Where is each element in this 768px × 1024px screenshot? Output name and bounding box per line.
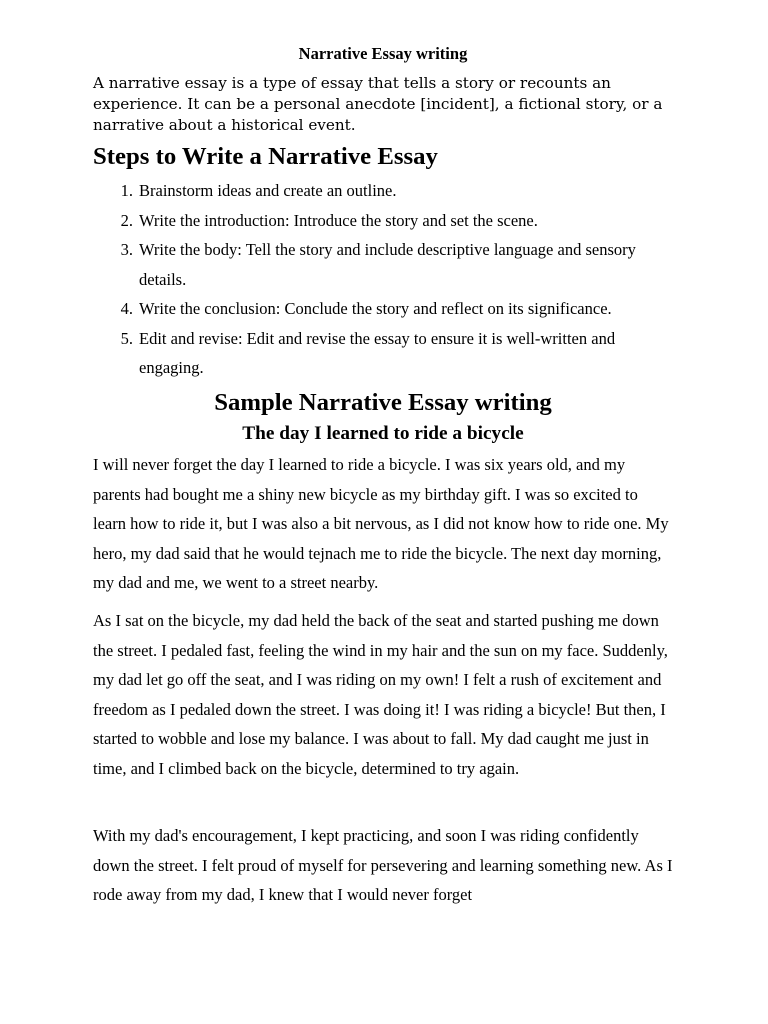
step-item: [93, 324, 673, 383]
essay-title: The day I learned to ride a bicycle: [242, 423, 524, 444]
step-item: [93, 235, 673, 294]
intro-paragraph: A narrative essay is a type of essay that tells a story or recounts an experience. It can be a personal anecdote [incident], a fictional story, or a narrative about a historical event.: [93, 74, 663, 134]
step-item: [93, 206, 673, 236]
step-number: 5.: [120, 328, 133, 348]
step-number: 4.: [120, 299, 133, 318]
document-title: Narrative Essay writing: [298, 44, 468, 63]
essay-paragraph: With my dad's encouragement, I kept practicing, and soon I was riding confidently down the street. I felt proud of myself for persevering and learning something new. As I rode away from my dad, I knew that I would never forget: [93, 826, 673, 904]
step-text: Write the body: Tell the story and include descriptive language and sensory details.: [139, 240, 636, 289]
essay-paragraph: I will never forget the day I learned to ride a bicycle. I was six years old, and my parents had bought me a shiny new bicycle as my birthday gift. I was so excited to learn how to ride it, but I was also a bit nervous, as I did not know how to ride one. My hero, my dad said that he would tejnach me to ride the bicycle. The next day morning, my dad and me, we went to a street nearby.: [93, 455, 669, 592]
steps-heading: Steps to Write a Narrative Essay: [93, 143, 438, 170]
step-text: Write the introduction: Introduce the story and set the scene.: [139, 210, 538, 230]
step-text: Edit and revise: Edit and revise the essay to ensure it is well-written and engaging.: [139, 328, 616, 377]
essay-paragraph: As I sat on the bicycle, my dad held the back of the seat and started pushing me down the street. I pedaled fast, feeling the wind in my hair and the sun on my face. Suddenly, my dad let go off the seat, and I was riding on my own! I felt a rush of excitement and freedom as I pedaled down the street. I was doing it! I was riding a bicycle! But then, I started to wobble and lose my balance. I was about to fall. My dad caught me just in time, and I climbed back on the bicycle, determined to try again.: [93, 611, 668, 778]
sample-heading: Sample Narrative Essay writing: [214, 389, 552, 416]
steps-list: [93, 176, 673, 383]
step-number: 1.: [120, 181, 133, 200]
step-number: 2.: [120, 210, 133, 230]
step-item: [93, 294, 673, 324]
step-text: Write the conclusion: Conclude the story and reflect on its significance.: [139, 299, 612, 318]
step-item: [93, 176, 673, 206]
step-number: 3.: [120, 240, 133, 259]
step-text: Brainstorm ideas and create an outline.: [139, 181, 397, 200]
